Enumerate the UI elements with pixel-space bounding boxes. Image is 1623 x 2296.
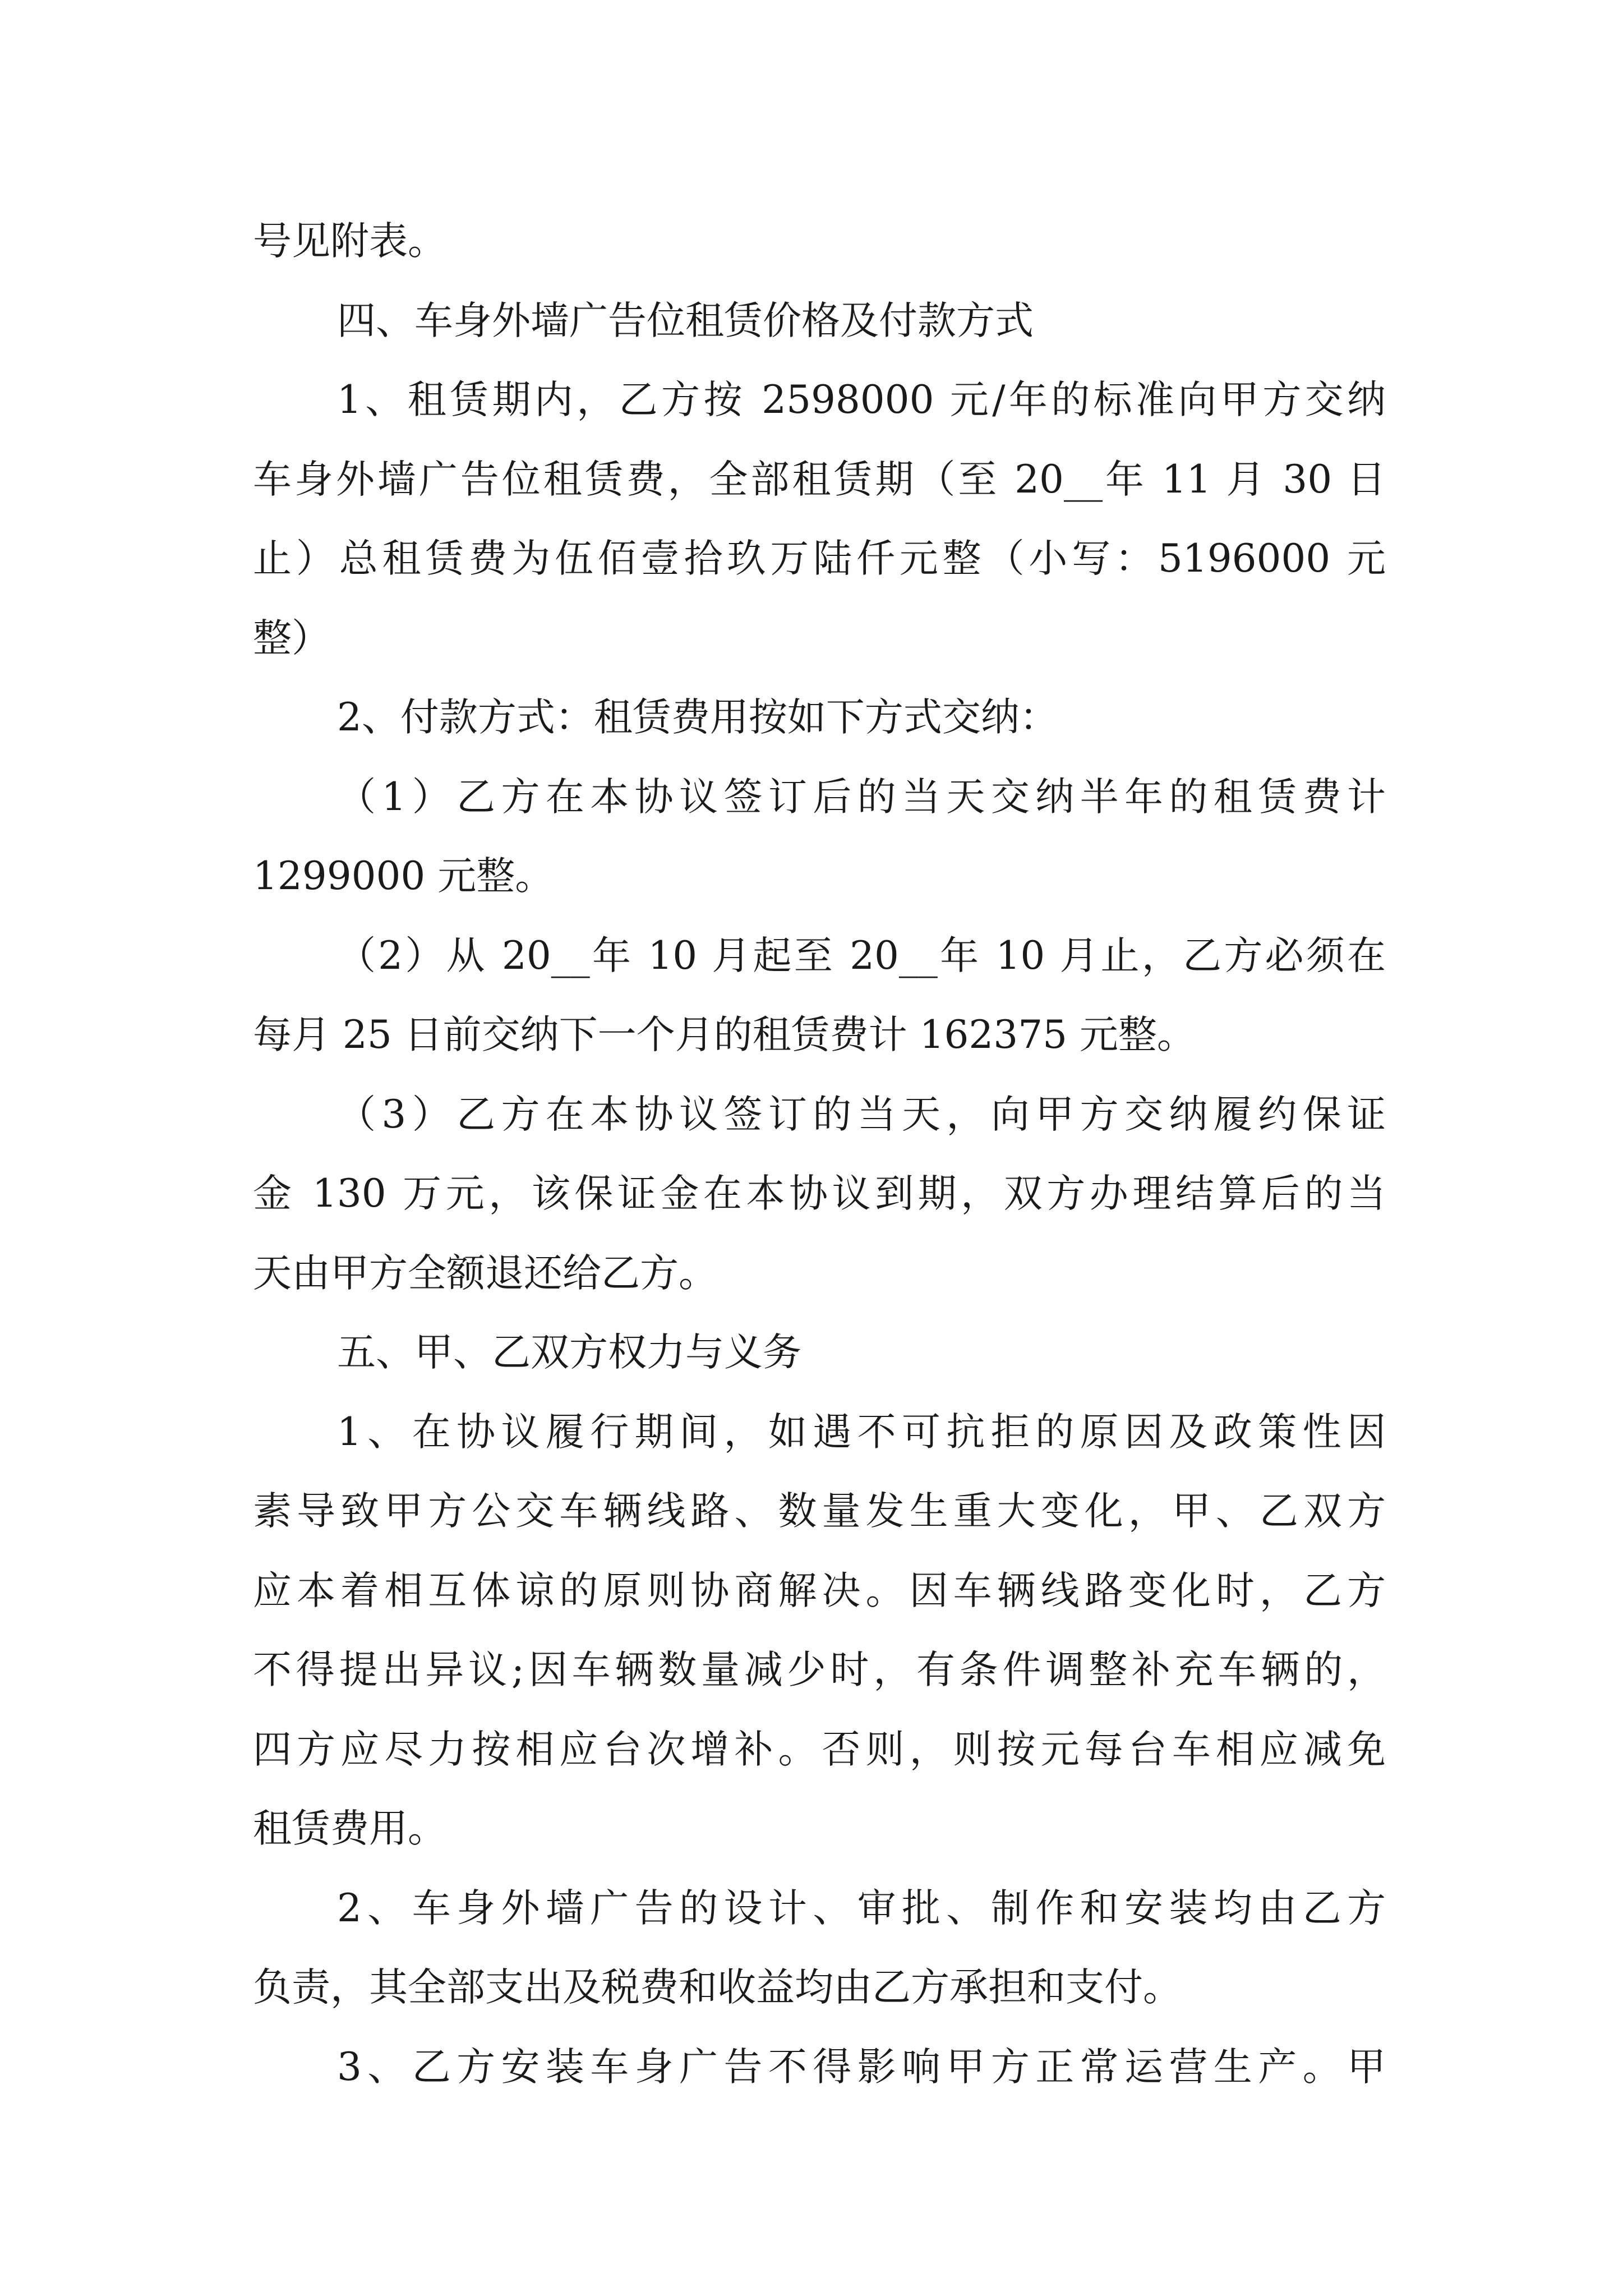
text-line: 五、甲、乙双方权力与义务 — [337, 1330, 801, 1375]
text-line: 整） — [253, 615, 330, 661]
text-line: 天由甲方全额退还给乙方。 — [253, 1250, 717, 1296]
text-line: 1、在协议履行期间，如遇不可抗拒的原因及政策性因 — [337, 1409, 1386, 1455]
text-line: 1299000 元整。 — [253, 854, 554, 899]
text-line: 3、乙方安装车身广告不得影响甲方正常运营生产。甲 — [337, 2044, 1386, 2090]
text-line: 四方应尽力按相应台次增补。否则，则按元每台车相应减免 — [253, 1727, 1386, 1772]
text-line: 号见附表。 — [253, 219, 446, 264]
document-body — [253, 202, 1386, 2107]
text-line: 金 130 万元，该保证金在本协议到期，双方办理结算后的当 — [253, 1171, 1386, 1216]
text-line: 止）总租赁费为伍佰壹拾玖万陆仟元整（小写：5196000 元 — [253, 536, 1386, 581]
text-line: 应本着相互体谅的原则协商解决。因车辆线路变化时，乙方 — [253, 1568, 1386, 1613]
text-line: 四、车身外墙广告位租赁价格及付款方式 — [337, 298, 1034, 343]
text-line: 车身外墙广告位租赁费，全部租赁期（至 20__年 11 月 30 日 — [253, 457, 1386, 502]
text-line: 不得提出异议;因车辆数量减少时，有条件调整补充车辆的， — [253, 1648, 1386, 1692]
text-line: （1）乙方在本协议签订后的当天交纳半年的租赁费计 — [337, 774, 1386, 820]
text-line: 素导致甲方公交车辆线路、数量发生重大变化，甲、乙双方 — [253, 1489, 1386, 1534]
text-line: 1、租赁期内，乙方按 2598000 元/年的标准向甲方交纳 — [337, 378, 1386, 422]
text-line: 负责，其全部支出及税费和收益均由乙方承担和支付。 — [253, 1965, 1182, 2010]
text-line: 租赁费用。 — [253, 1806, 446, 1851]
text-line: 2、付款方式：租赁费用按如下方式交纳： — [337, 695, 1058, 740]
text-line: （3）乙方在本协议签订的当天，向甲方交纳履约保证 — [337, 1092, 1386, 1137]
text-line: 2、车身外墙广告的设计、审批、制作和安装均由乙方 — [337, 1885, 1386, 1931]
text-line: （2）从 20__年 10 月起至 20__年 10 月止，乙方必须在 — [337, 933, 1386, 978]
text-line: 每月 25 日前交纳下一个月的租赁费计 162375 元整。 — [253, 1013, 1196, 1057]
